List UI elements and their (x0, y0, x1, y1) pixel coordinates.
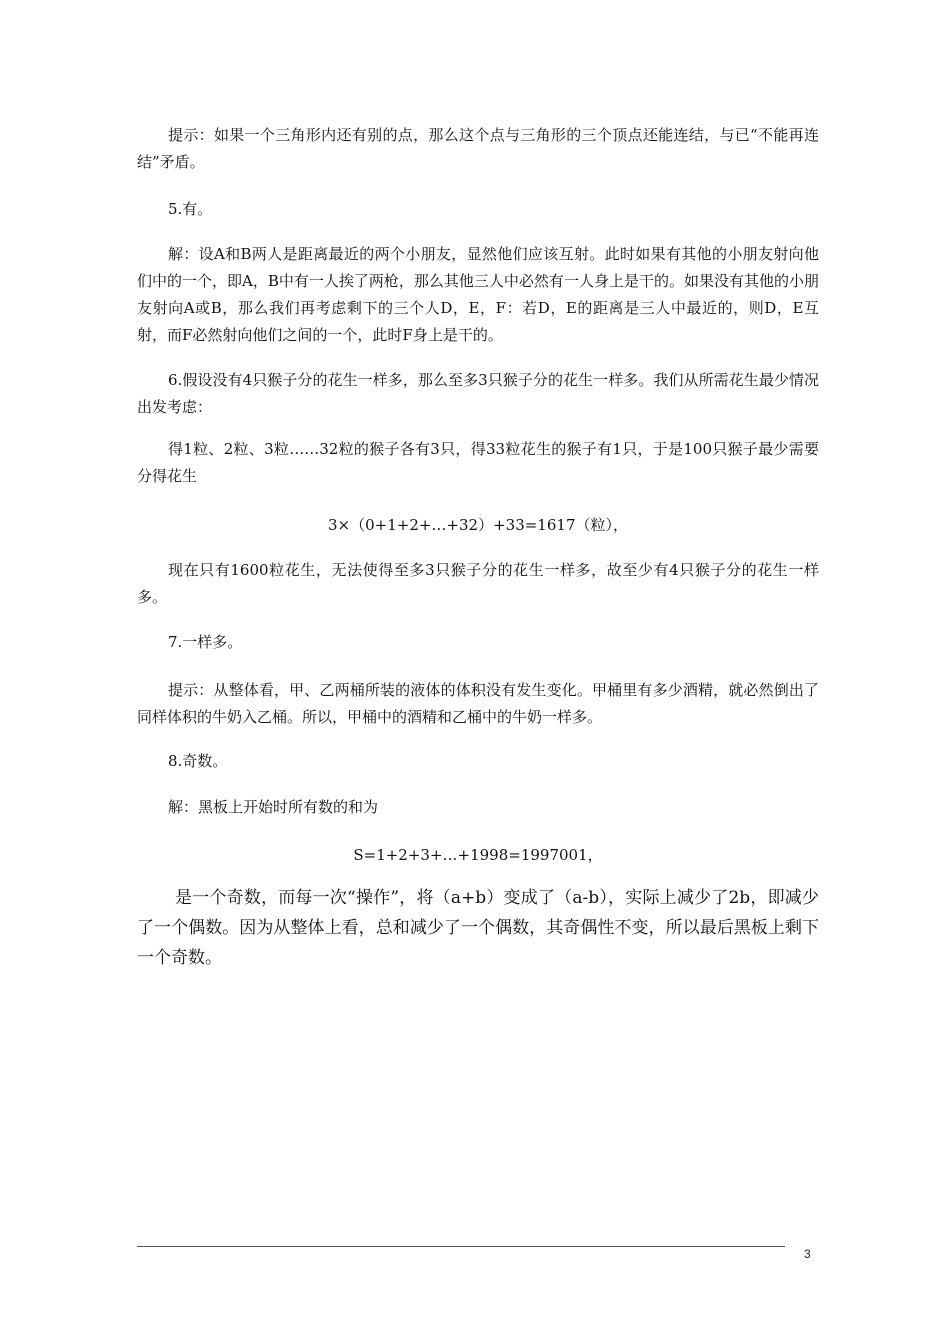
footer-divider (137, 1246, 785, 1247)
answer-6-detail: 得1粒、2粒、3粒……32粒的猴子各有3只，得33粒花生的猴子有1只，于是100只猴子最少需要分得花生 (137, 440, 819, 485)
answer-6-paragraph: 6.假设没有4只猴子分的花生一样多，那么至多3只猴子分的花生一样多。我们从所需花生最少情况出发考虑： (137, 371, 819, 416)
answer-6-conclusion: 现在只有1600粒花生，无法使得至多3只猴子分的花生一样多，故至少有4只猴子分的花生一样多。 (137, 561, 819, 606)
solution-paragraph-8: 解：黑板上开始时所有数的和为 (168, 798, 379, 816)
formula-peanuts: 3×（0+1+2+…+32）+33=1617（粒）， (327, 516, 628, 534)
answer-5-heading: 5.有。 (168, 200, 213, 218)
solution-paragraph-8-conclusion: 是一个奇数，而每一次“操作”，将（a+b）变成了（a-b），实际上减少了2b，即减少了一个偶数。因为从整体上看，总和减少了一个偶数，其奇偶性不变，所以最后黑板上剩下一个奇数。 (137, 888, 819, 968)
hint-paragraph-4: 提示：如果一个三角形内还有别的点，那么这个点与三角形的三个顶点还能连结，与已“不能再连结”矛盾。 (137, 126, 819, 171)
answer-8-heading: 8.奇数。 (168, 752, 228, 770)
answer-7-heading: 7.一样多。 (168, 633, 243, 651)
formula-sum: S=1+2+3+…+1998=1997001， (353, 846, 603, 864)
solution-paragraph-5: 解：设A和B两人是距离最近的两个小朋友，显然他们应该互射。此时如果有其他的小朋友射向他们中的一个，即A，B中有一人挨了两枪，那么其他三人中必然有一人身上是干的。如果没有其他的小朋友射向A或B，那么我们再考虑剩下的三个人D，E，F：若D，E的距离是三人中最近的，则D，E互射，而F必然射向他们之间的一个，此时F身上是干的。 (137, 245, 819, 344)
hint-paragraph-7: 提示：从整体看，甲、乙两桶所装的液体的体积没有发生变化。甲桶里有多少酒精，就必然倒出了同样体积的牛奶入乙桶。所以，甲桶中的酒精和乙桶中的牛奶一样多。 (137, 681, 819, 726)
page-number: 3 (804, 1247, 811, 1261)
